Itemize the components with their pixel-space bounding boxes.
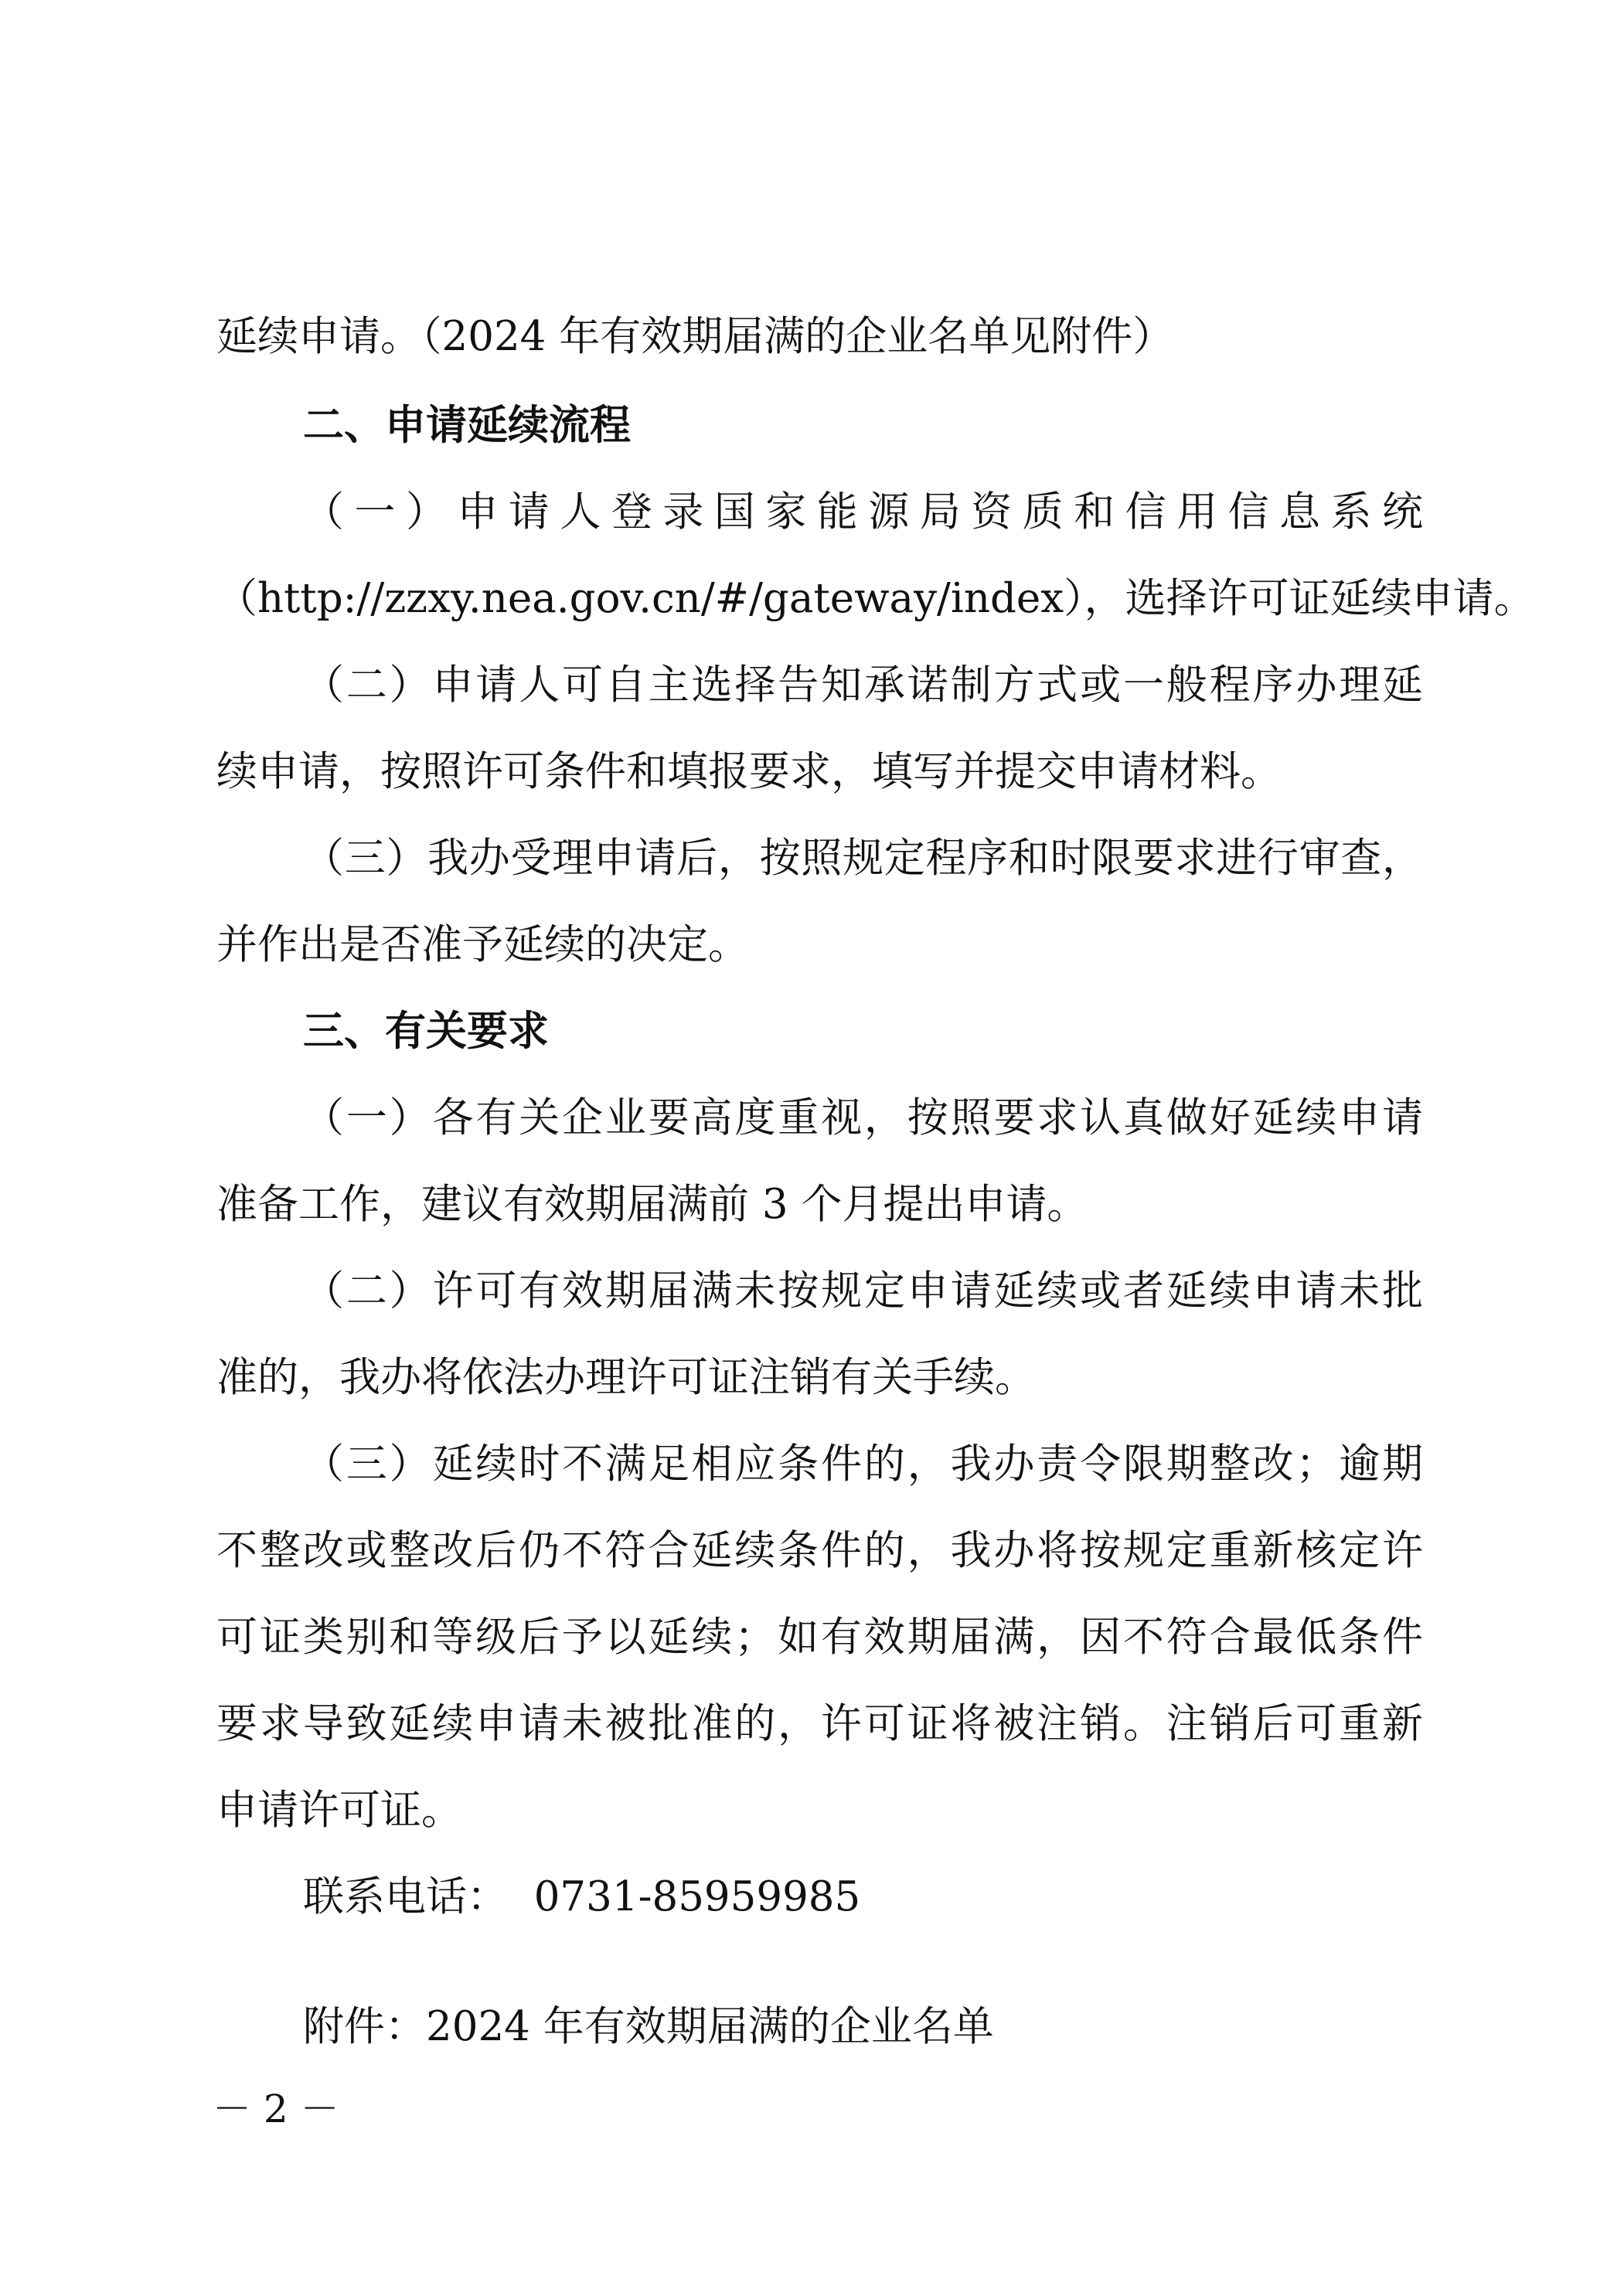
paragraph-line: 要求导致延续申请未被批准的，许可证将被注销。注销后可重新 xyxy=(216,1700,1423,1747)
paragraph-line: 可证类别和等级后予以延续；如有效期届满，因不符合最低条件 xyxy=(216,1614,1423,1661)
contact-phone: 联系电话： 0731-85959985 xyxy=(303,1873,861,1920)
paragraph-line: （三）我办受理申请后，按照规定程序和时限要求进行审查， xyxy=(303,835,1423,882)
paragraph-line: （http://zzxy.nea.gov.cn/#/gateway/index），选择许可证延续申请。 xyxy=(216,575,1535,622)
paragraph-line: 准备工作，建议有效期届满前 3 个月提出申请。 xyxy=(216,1181,1088,1228)
attachment-note: 附件：2024 年有效期届满的企业名单 xyxy=(303,2003,994,2050)
paragraph-line: 并作出是否准予延续的决定。 xyxy=(216,921,749,968)
paragraph-line: （一）各有关企业要高度重视，按照要求认真做好延续申请 xyxy=(303,1094,1423,1141)
page-number: － 2 － xyxy=(213,2087,339,2131)
section-heading: 三、有关要求 xyxy=(303,1008,549,1055)
paragraph-line: 不整改或整改后仍不符合延续条件的，我办将按规定重新核定许 xyxy=(216,1527,1423,1574)
section-heading: 二、申请延续流程 xyxy=(303,402,631,449)
paragraph-line: 申请许可证。 xyxy=(216,1787,462,1834)
paragraph-line: （一）申请人登录国家能源局资质和信用信息系统 xyxy=(303,488,1423,536)
paragraph-line: （三）延续时不满足相应条件的，我办责令限期整改；逾期 xyxy=(303,1441,1423,1488)
paragraph-line: 延续申请。（2024 年有效期届满的企业名单见附件） xyxy=(216,313,1174,360)
paragraph-line: 准的，我办将依法办理许可证注销有关手续。 xyxy=(216,1354,1036,1401)
paragraph-line: （二）申请人可自主选择告知承诺制方式或一般程序办理延 xyxy=(303,662,1423,709)
paragraph-line: 续申请，按照许可条件和填报要求，填写并提交申请材料。 xyxy=(216,748,1282,795)
paragraph-line: （二）许可有效期届满未按规定申请延续或者延续申请未批 xyxy=(303,1267,1423,1315)
